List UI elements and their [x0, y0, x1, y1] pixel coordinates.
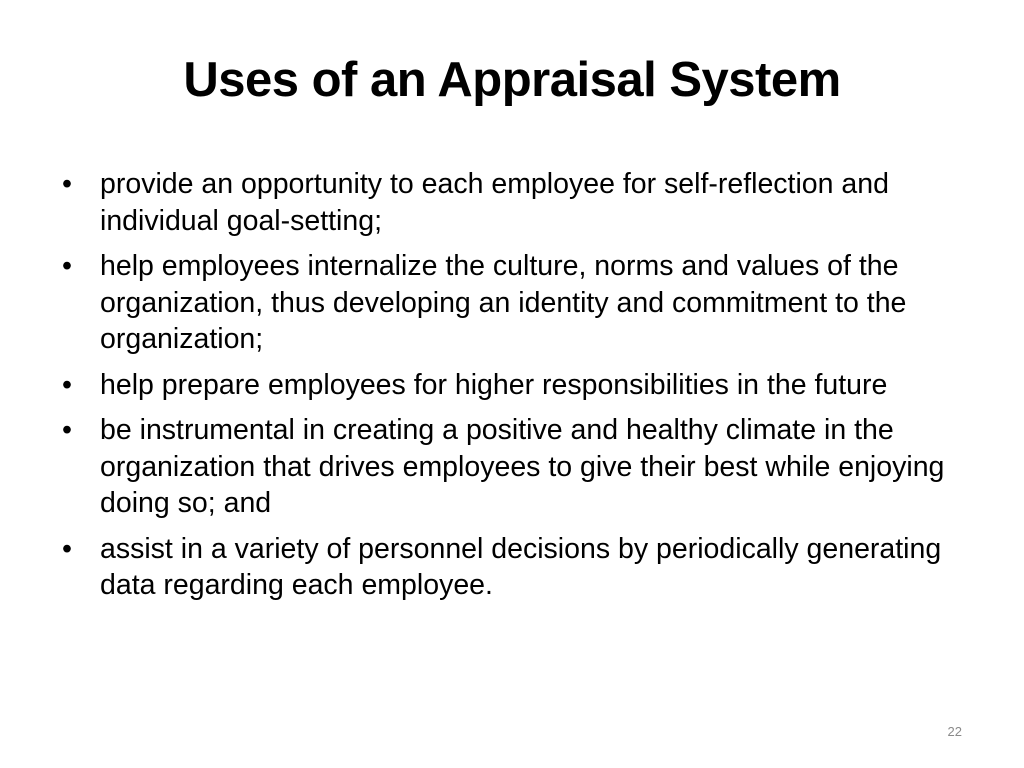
bullet-icon: •	[62, 250, 72, 282]
bullet-text: help prepare employees for higher responsibilities in the future	[100, 368, 888, 401]
slide-title: Uses of an Appraisal System	[183, 53, 841, 107]
bullet-text: assist in a variety of personnel decisions by periodically generating data regarding each employee.	[100, 532, 942, 601]
bullet-icon: •	[62, 532, 72, 565]
bullet-item	[62, 166, 972, 239]
bullet-icon: •	[62, 168, 72, 200]
bullet-text: provide an opportunity to each employee for self-reflection and individual goal-setting;	[100, 168, 889, 237]
slide-number: 22	[947, 724, 962, 739]
bullet-text: be instrumental in creating a positive and healthy climate in the organization that drives employees to give their best while enjoying doing so; and	[100, 414, 945, 519]
bullet-list	[62, 166, 972, 613]
bullet-text: help employees internalize the culture, norms and values of the organization, thus developing an identity and commitment to the organization;	[100, 250, 907, 355]
bullet-icon: •	[62, 368, 72, 401]
bullet-item	[62, 412, 972, 522]
bullet-icon: •	[62, 414, 72, 446]
bullet-item	[62, 531, 972, 604]
bullet-item	[62, 367, 972, 404]
bullet-item	[62, 248, 972, 358]
